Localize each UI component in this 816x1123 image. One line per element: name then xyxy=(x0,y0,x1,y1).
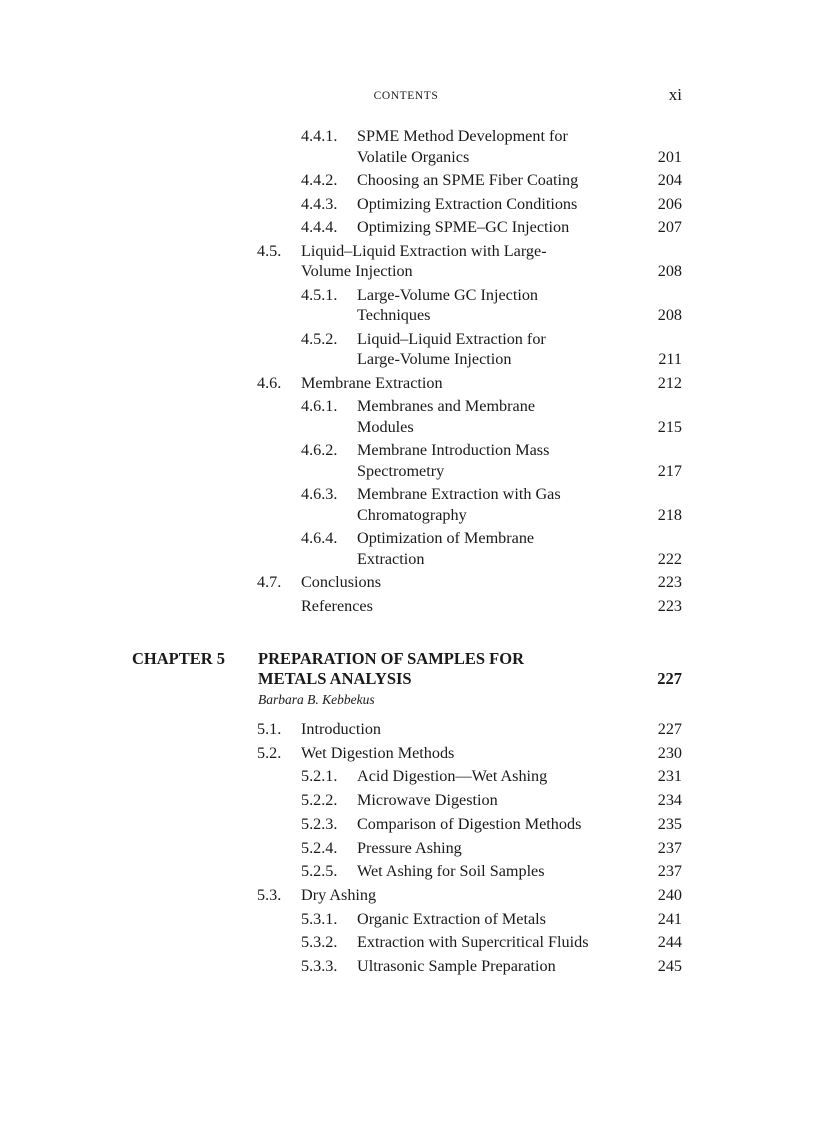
toc-entry-number: 4.6.2. xyxy=(301,441,338,459)
toc-entry-page: 215 xyxy=(657,417,682,436)
toc-entry-number: 5.2.3. xyxy=(301,814,338,833)
toc-entry-title: Conclusions xyxy=(301,573,382,591)
toc-entry-page: 223 xyxy=(657,596,682,615)
toc-entry-page: 218 xyxy=(657,505,682,524)
toc-entry-number: 4.6.1. xyxy=(301,397,338,415)
toc-entry-page: 227 xyxy=(657,720,682,738)
toc-entry-title: Extraction with Supercritical Fluids xyxy=(357,933,589,952)
toc-entry-number: 4.6.4. xyxy=(301,529,338,547)
toc-entry-title: Extraction xyxy=(357,549,425,568)
toc-entry-page: 206 xyxy=(657,194,682,213)
toc-entry-page: 235 xyxy=(657,814,682,833)
toc-entry-number: 5.3. xyxy=(257,885,282,904)
toc-entry-page: 204 xyxy=(657,171,682,189)
toc-entry-page: 231 xyxy=(657,767,682,786)
toc-entry-page: 230 xyxy=(657,743,682,762)
toc-entry-title: Optimizing SPME–GC Injection xyxy=(357,218,570,236)
toc-entry-number: 5.3.3. xyxy=(301,957,338,975)
header-title: CONTENTS xyxy=(373,90,439,102)
toc-entry-title: SPME Method Development for xyxy=(357,127,568,145)
toc-entry-page: 208 xyxy=(657,262,682,280)
toc-entry-title: Large-Volume Injection xyxy=(357,350,512,368)
chapter-page-number: 227 xyxy=(657,669,682,688)
toc-entry-number: 5.2.4. xyxy=(301,838,338,857)
toc-entry-title: Introduction xyxy=(301,720,382,738)
toc-entry-title: Modules xyxy=(357,417,414,436)
toc-entry-title: Spectrometry xyxy=(357,461,445,480)
toc-entry-number: 4.7. xyxy=(257,573,282,591)
toc-entry-title: Comparison of Digestion Methods xyxy=(357,814,582,833)
toc-entry-title: Volatile Organics xyxy=(357,147,470,166)
toc-entry-title: Membrane Extraction xyxy=(301,373,443,392)
toc-entry-number: 4.5. xyxy=(257,241,282,260)
toc-entry-title: References xyxy=(301,596,373,615)
chapter-title xyxy=(258,649,524,689)
toc-entry-page: 244 xyxy=(657,933,682,952)
toc-entry-number: 4.6.3. xyxy=(301,485,338,503)
toc-entry-title: Microwave Digestion xyxy=(357,791,498,810)
chapter-title-line: METALS ANALYSIS xyxy=(258,669,412,688)
toc-entry-title: Optimization of Membrane xyxy=(357,529,535,547)
toc-entry-number: 5.2.2. xyxy=(301,791,338,810)
toc-entry-title: Chromatography xyxy=(357,505,467,524)
toc-entry-page: 208 xyxy=(657,306,682,324)
toc-entry-number: 5.2.1. xyxy=(301,767,338,786)
toc-entry-title: Organic Extraction of Metals xyxy=(357,909,546,928)
toc-entry-title: Ultrasonic Sample Preparation xyxy=(357,957,556,975)
toc-entry-page: 240 xyxy=(657,885,682,904)
toc-entry-number: 4.5.1. xyxy=(301,285,338,304)
toc-entry-page: 234 xyxy=(657,791,682,810)
toc-entry-title: Membranes and Membrane xyxy=(357,397,535,415)
toc-entry-number: 5.2. xyxy=(257,743,282,762)
chapter-title-line: PREPARATION OF SAMPLES FOR xyxy=(258,649,524,668)
toc-entry-page: 201 xyxy=(657,147,682,166)
toc-entry-page: 237 xyxy=(657,838,682,857)
toc-entry-title: Acid Digestion—Wet Ashing xyxy=(357,767,548,786)
toc-entry-title: Optimizing Extraction Conditions xyxy=(357,194,578,213)
toc-entry-title: Large-Volume GC Injection xyxy=(357,285,539,304)
toc-entry-page: 207 xyxy=(657,218,682,236)
toc-entry-number: 4.6. xyxy=(257,373,282,392)
toc-entry-title: Volume Injection xyxy=(301,262,413,280)
toc-entry-title: Liquid–Liquid Extraction for xyxy=(357,329,546,348)
toc-entry-number: 4.4.2. xyxy=(301,171,338,189)
header-page-number: xi xyxy=(668,85,682,104)
toc-entry-title: Wet Digestion Methods xyxy=(301,743,455,762)
toc-entry-title: Membrane Extraction with Gas xyxy=(357,485,561,503)
toc-entry-title: Wet Ashing for Soil Samples xyxy=(357,862,545,881)
toc-entry-page: 211 xyxy=(658,350,682,368)
toc-entry-title: Techniques xyxy=(357,306,431,324)
toc-entry-number: 5.3.2. xyxy=(301,933,338,952)
toc-entry-number: 4.4.3. xyxy=(301,194,338,213)
toc-entry-number: 5.1. xyxy=(257,720,282,738)
toc-entry-page: 222 xyxy=(657,549,682,568)
toc-entry-title: Dry Ashing xyxy=(301,885,377,904)
toc-entry-number: 5.3.1. xyxy=(301,909,338,928)
toc-entry-number: 4.4.1. xyxy=(301,127,338,145)
chapter-author: Barbara B. Kebbekus xyxy=(258,692,375,707)
toc-entry-page: 237 xyxy=(657,862,682,881)
chapter-label: CHAPTER 5 xyxy=(132,649,226,668)
toc-entry-page: 223 xyxy=(657,573,682,591)
toc-entry-page: 212 xyxy=(657,373,682,392)
toc-entry-page: 245 xyxy=(657,957,682,975)
toc-entry-title: Liquid–Liquid Extraction with Large- xyxy=(301,241,547,260)
toc-entry-number: 4.5.2. xyxy=(301,329,338,348)
toc-entry-title: Pressure Ashing xyxy=(357,838,462,857)
toc-entry-page: 217 xyxy=(657,461,682,480)
toc-entry-title: Membrane Introduction Mass xyxy=(357,441,550,459)
toc-entry-number: 5.2.5. xyxy=(301,862,338,881)
toc-entry-number: 4.4.4. xyxy=(301,218,338,236)
toc-entry-title: Choosing an SPME Fiber Coating xyxy=(357,171,579,189)
toc-entry-page: 241 xyxy=(657,909,682,928)
